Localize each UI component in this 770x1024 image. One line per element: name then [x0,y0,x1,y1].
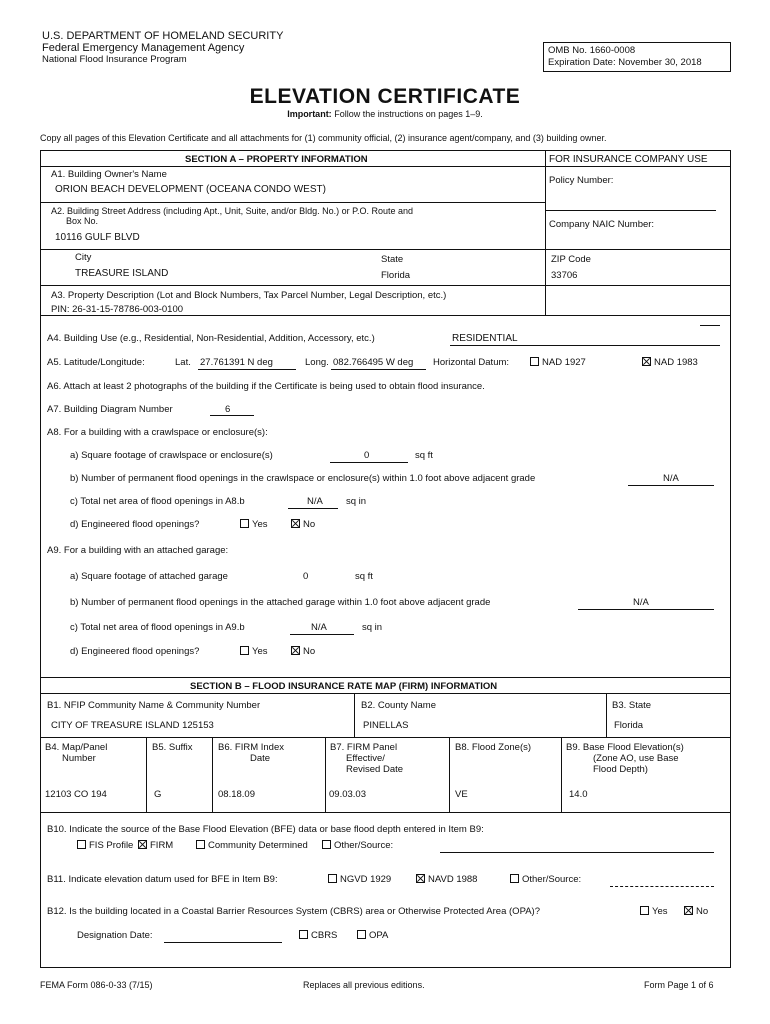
navd-label: NAVD 1988 [428,874,478,885]
b2-label: B2. County Name [361,700,436,711]
divider [40,812,731,813]
b11-navd-option[interactable] [414,874,477,885]
other-label: Other/Source: [334,840,394,851]
underline [198,369,296,370]
yes-label: Yes [252,646,268,657]
subtitle [0,109,770,119]
a5-label: A5. Latitude/Longitude: [47,357,145,368]
divider [40,737,731,738]
a9d-no-option[interactable] [289,646,315,657]
firm-label: FIRM [150,840,174,851]
a8c-label: c) Total net area of flood openings in A8.b [70,496,245,507]
replaces-note: Replaces all previous editions. [303,980,425,990]
divider [40,693,731,694]
checkbox-icon[interactable] [640,906,649,915]
b10-other-option[interactable] [320,840,393,851]
divider [606,693,607,737]
b3-state[interactable]: Florida [614,720,644,731]
a7-diagram-number[interactable]: 6 [225,404,231,415]
b11-label: B11. Indicate elevation datum used for BFE in Item B9: [47,874,278,885]
divider [449,737,450,812]
a9-label: A9. For a building with an attached garage: [47,545,229,556]
b7-label-line3: Revised Date [346,764,404,775]
b11-other-option[interactable] [508,874,581,885]
b3-label: B3. State [612,700,652,711]
underline [700,325,720,326]
b10-firm-option[interactable] [136,840,173,851]
a8a-unit: sq ft [415,450,433,461]
a9c-value[interactable]: N/A [311,622,327,633]
underline [330,462,408,463]
a9a-unit: sq ft [355,571,373,582]
a6-instruction: A6. Attach at least 2 photographs of the building if the Certificate is being used to obtain flood insurance. [47,381,485,392]
b12-no-option[interactable] [682,906,708,917]
checked-checkbox-icon[interactable] [642,357,651,366]
a9c-unit: sq in [362,622,383,633]
a2-street-address[interactable]: 10116 GULF BLVD [55,232,140,243]
ngvd-label: NGVD 1929 [340,874,392,885]
checked-checkbox-icon[interactable] [684,906,693,915]
checkbox-icon[interactable] [240,519,249,528]
subtitle-text: Follow the instructions on pages 1–9. [334,109,483,119]
divider [40,315,731,316]
a8d-label: d) Engineered flood openings? [70,519,200,530]
divider [40,202,545,203]
b5-label: B5. Suffix [152,742,193,753]
no-label: No [303,519,316,530]
a5-lat-label: Lat. [175,357,191,368]
yes-label: Yes [252,519,268,530]
b7-panel-date[interactable]: 09.03.03 [329,789,366,800]
b1-label: B1. NFIP Community Name & Community Number [47,700,261,711]
checkbox-icon[interactable] [328,874,337,883]
underline [331,369,426,370]
a9d-yes-option[interactable] [238,646,268,657]
b9-label-line1: B9. Base Flood Elevation(s) [566,742,684,753]
other-label: Other/Source: [522,874,582,885]
subtitle-important: Important: [287,109,332,119]
b10-label: B10. Indicate the source of the Base Flood Elevation (BFE) data or base flood depth entered in Item B9: [47,824,484,835]
divider [561,737,562,812]
a5-datum-label: Horizontal Datum: [433,357,510,368]
a8a-value[interactable]: 0 [364,450,370,461]
checked-checkbox-icon[interactable] [138,840,147,849]
b9-base-flood-elevation[interactable]: 14.0 [569,789,588,800]
a3-property-description[interactable]: PIN: 26-31-15-78786-003-0100 [51,304,184,315]
checked-checkbox-icon[interactable] [291,519,300,528]
divider [40,285,731,286]
a2-label-line2: Box No. [66,216,99,226]
divider [325,737,326,812]
b6-index-date[interactable]: 08.18.09 [218,789,255,800]
agency-header [42,30,283,66]
b8-label: B8. Flood Zone(s) [455,742,532,753]
naic-number-label: Company NAIC Number: [549,219,655,230]
underline [450,345,720,346]
expiration-date: Expiration Date: November 30, 2018 [548,57,702,68]
a9b-value[interactable]: N/A [633,597,649,608]
cbrs-option[interactable] [297,930,337,941]
b8-flood-zone[interactable]: VE [455,789,468,800]
b7-label-line2: Effective/ [346,753,385,764]
b2-county[interactable]: PINELLAS [363,720,409,731]
b11-ngvd-option[interactable] [326,874,391,885]
fis-label: FIS Profile [89,840,134,851]
program-name: National Flood Insurance Program [42,54,187,65]
a9c-label: c) Total net area of flood openings in A9.b [70,622,245,633]
section-b-title: SECTION B – FLOOD INSURANCE RATE MAP (FIRM) INFORMATION [190,681,498,692]
checkbox-icon[interactable] [240,646,249,655]
divider [212,737,213,812]
designation-date-label: Designation Date: [77,930,153,941]
state-label: State [381,254,404,265]
underline [210,415,254,416]
checkbox-icon[interactable] [77,840,86,849]
a5-long-label: Long. [305,357,329,368]
a8c-value[interactable]: N/A [307,496,323,507]
checked-checkbox-icon[interactable] [416,874,425,883]
b12-label: B12. Is the building located in a Coastal Barrier Resources System (CBRS) area or Otherwise Protected Area (OPA)? [47,906,540,917]
community-label: Community Determined [208,840,308,851]
divider [146,737,147,812]
checkbox-icon[interactable] [530,357,539,366]
agency-name: Federal Emergency Management Agency [42,42,245,54]
a8-label: A8. For a building with a crawlspace or enclosure(s): [47,427,268,438]
a8d-yes-option[interactable] [238,519,268,530]
divider [546,210,716,211]
underline [578,609,714,610]
b1-community[interactable]: CITY OF TREASURE ISLAND 125153 [51,720,214,731]
nad1983-label: NAD 1983 [654,357,698,368]
a5-nad1983-option[interactable] [640,357,698,368]
underline [290,634,354,635]
department-name: U.S. DEPARTMENT OF HOMELAND SECURITY [42,30,284,42]
b4-label-line1: B4. Map/Panel [45,742,108,753]
yes-label: Yes [652,906,668,917]
checkbox-icon[interactable] [357,930,366,939]
section-a-title: SECTION A – PROPERTY INFORMATION [185,154,368,165]
designation-date-field[interactable] [164,942,282,943]
b9-label-line3: Flood Depth) [593,764,648,775]
divider [354,693,355,737]
divider [40,249,731,250]
divider [545,150,546,315]
page-number: Form Page 1 of 6 [644,980,714,990]
divider [40,166,731,167]
a8c-unit: sq in [346,496,367,507]
policy-number-label: Policy Number: [549,175,614,186]
b10-fis-option[interactable] [75,840,133,851]
b10-community-option[interactable] [194,840,308,851]
checkbox-icon[interactable] [299,930,308,939]
zip-value[interactable]: 33706 [551,270,578,281]
b5-suffix[interactable]: G [154,789,162,800]
a4-label: A4. Building Use (e.g., Residential, Non-Residential, Addition, Accessory, etc.) [47,333,375,344]
underline [628,485,714,486]
b6-label-line1: B6. FIRM Index [218,742,284,753]
nad1927-label: NAD 1927 [542,357,586,368]
omb-box [543,42,731,72]
a2-label-line1: A2. Building Street Address (including Apt., Unit, Suite, and/or Bldg. No.) or P.O. Route and [51,206,414,216]
checkbox-icon[interactable] [196,840,205,849]
a9a-label: a) Square footage of attached garage [70,571,228,582]
a8b-value[interactable]: N/A [663,473,679,484]
a7-label: A7. Building Diagram Number [47,404,173,415]
b4-map-panel[interactable]: 12103 CO 194 [45,789,107,800]
a1-owner-name[interactable]: ORION BEACH DEVELOPMENT (OCEANA CONDO WEST) [55,184,326,195]
a3-label: A3. Property Description (Lot and Block Numbers, Tax Parcel Number, Legal Description, etc.) [51,290,447,301]
underline [440,852,714,853]
state-value[interactable]: Florida [381,270,411,281]
a8d-no-option[interactable] [289,519,315,530]
opa-label: OPA [369,930,389,941]
no-label: No [696,906,709,917]
city-label: City [75,252,92,263]
zip-label: ZIP Code [551,254,591,265]
b9-label-line2: (Zone AO, use Base [593,753,679,764]
b4-label-line2: Number [62,753,96,764]
a5-latitude[interactable]: 27.761391 N deg [200,357,273,368]
omb-number: OMB No. 1660-0008 [548,45,636,56]
a8b-label: b) Number of permanent flood openings in the crawlspace or enclosure(s) within 1.0 foot above adjacent grade [70,473,536,484]
copy-instructions: Copy all pages of this Elevation Certificate and all attachments for (1) community official, (2) insurance agent/company, and (3) building owner. [40,133,607,143]
divider [40,677,731,678]
a4-building-use[interactable]: RESIDENTIAL [452,333,518,344]
city-value[interactable]: TREASURE ISLAND [75,268,169,279]
b7-label-line1: B7. FIRM Panel [330,742,398,753]
a9b-label: b) Number of permanent flood openings in the attached garage within 1.0 foot above adjacent grade [70,597,491,608]
no-label: No [303,646,316,657]
b6-label-line2: Date [250,753,271,764]
a8a-label: a) Square footage of crawlspace or enclosure(s) [70,450,273,461]
page-title: ELEVATION CERTIFICATE [249,85,521,108]
checkbox-icon[interactable] [510,874,519,883]
opa-option[interactable] [355,930,388,941]
underline [288,508,338,509]
checkbox-icon[interactable] [322,840,331,849]
cbrs-label: CBRS [311,930,338,941]
a1-label: A1. Building Owner's Name [51,169,167,180]
a5-longitude[interactable]: 082.766495 W deg [333,357,414,368]
b12-yes-option[interactable] [638,906,668,917]
underline [610,886,714,887]
a5-nad1927-option[interactable] [528,357,586,368]
insurance-use-header: FOR INSURANCE COMPANY USE [549,154,708,165]
a9d-label: d) Engineered flood openings? [70,646,200,657]
checked-checkbox-icon[interactable] [291,646,300,655]
a9a-value[interactable]: 0 [303,571,309,582]
form-number: FEMA Form 086-0-33 (7/15) [40,980,153,990]
